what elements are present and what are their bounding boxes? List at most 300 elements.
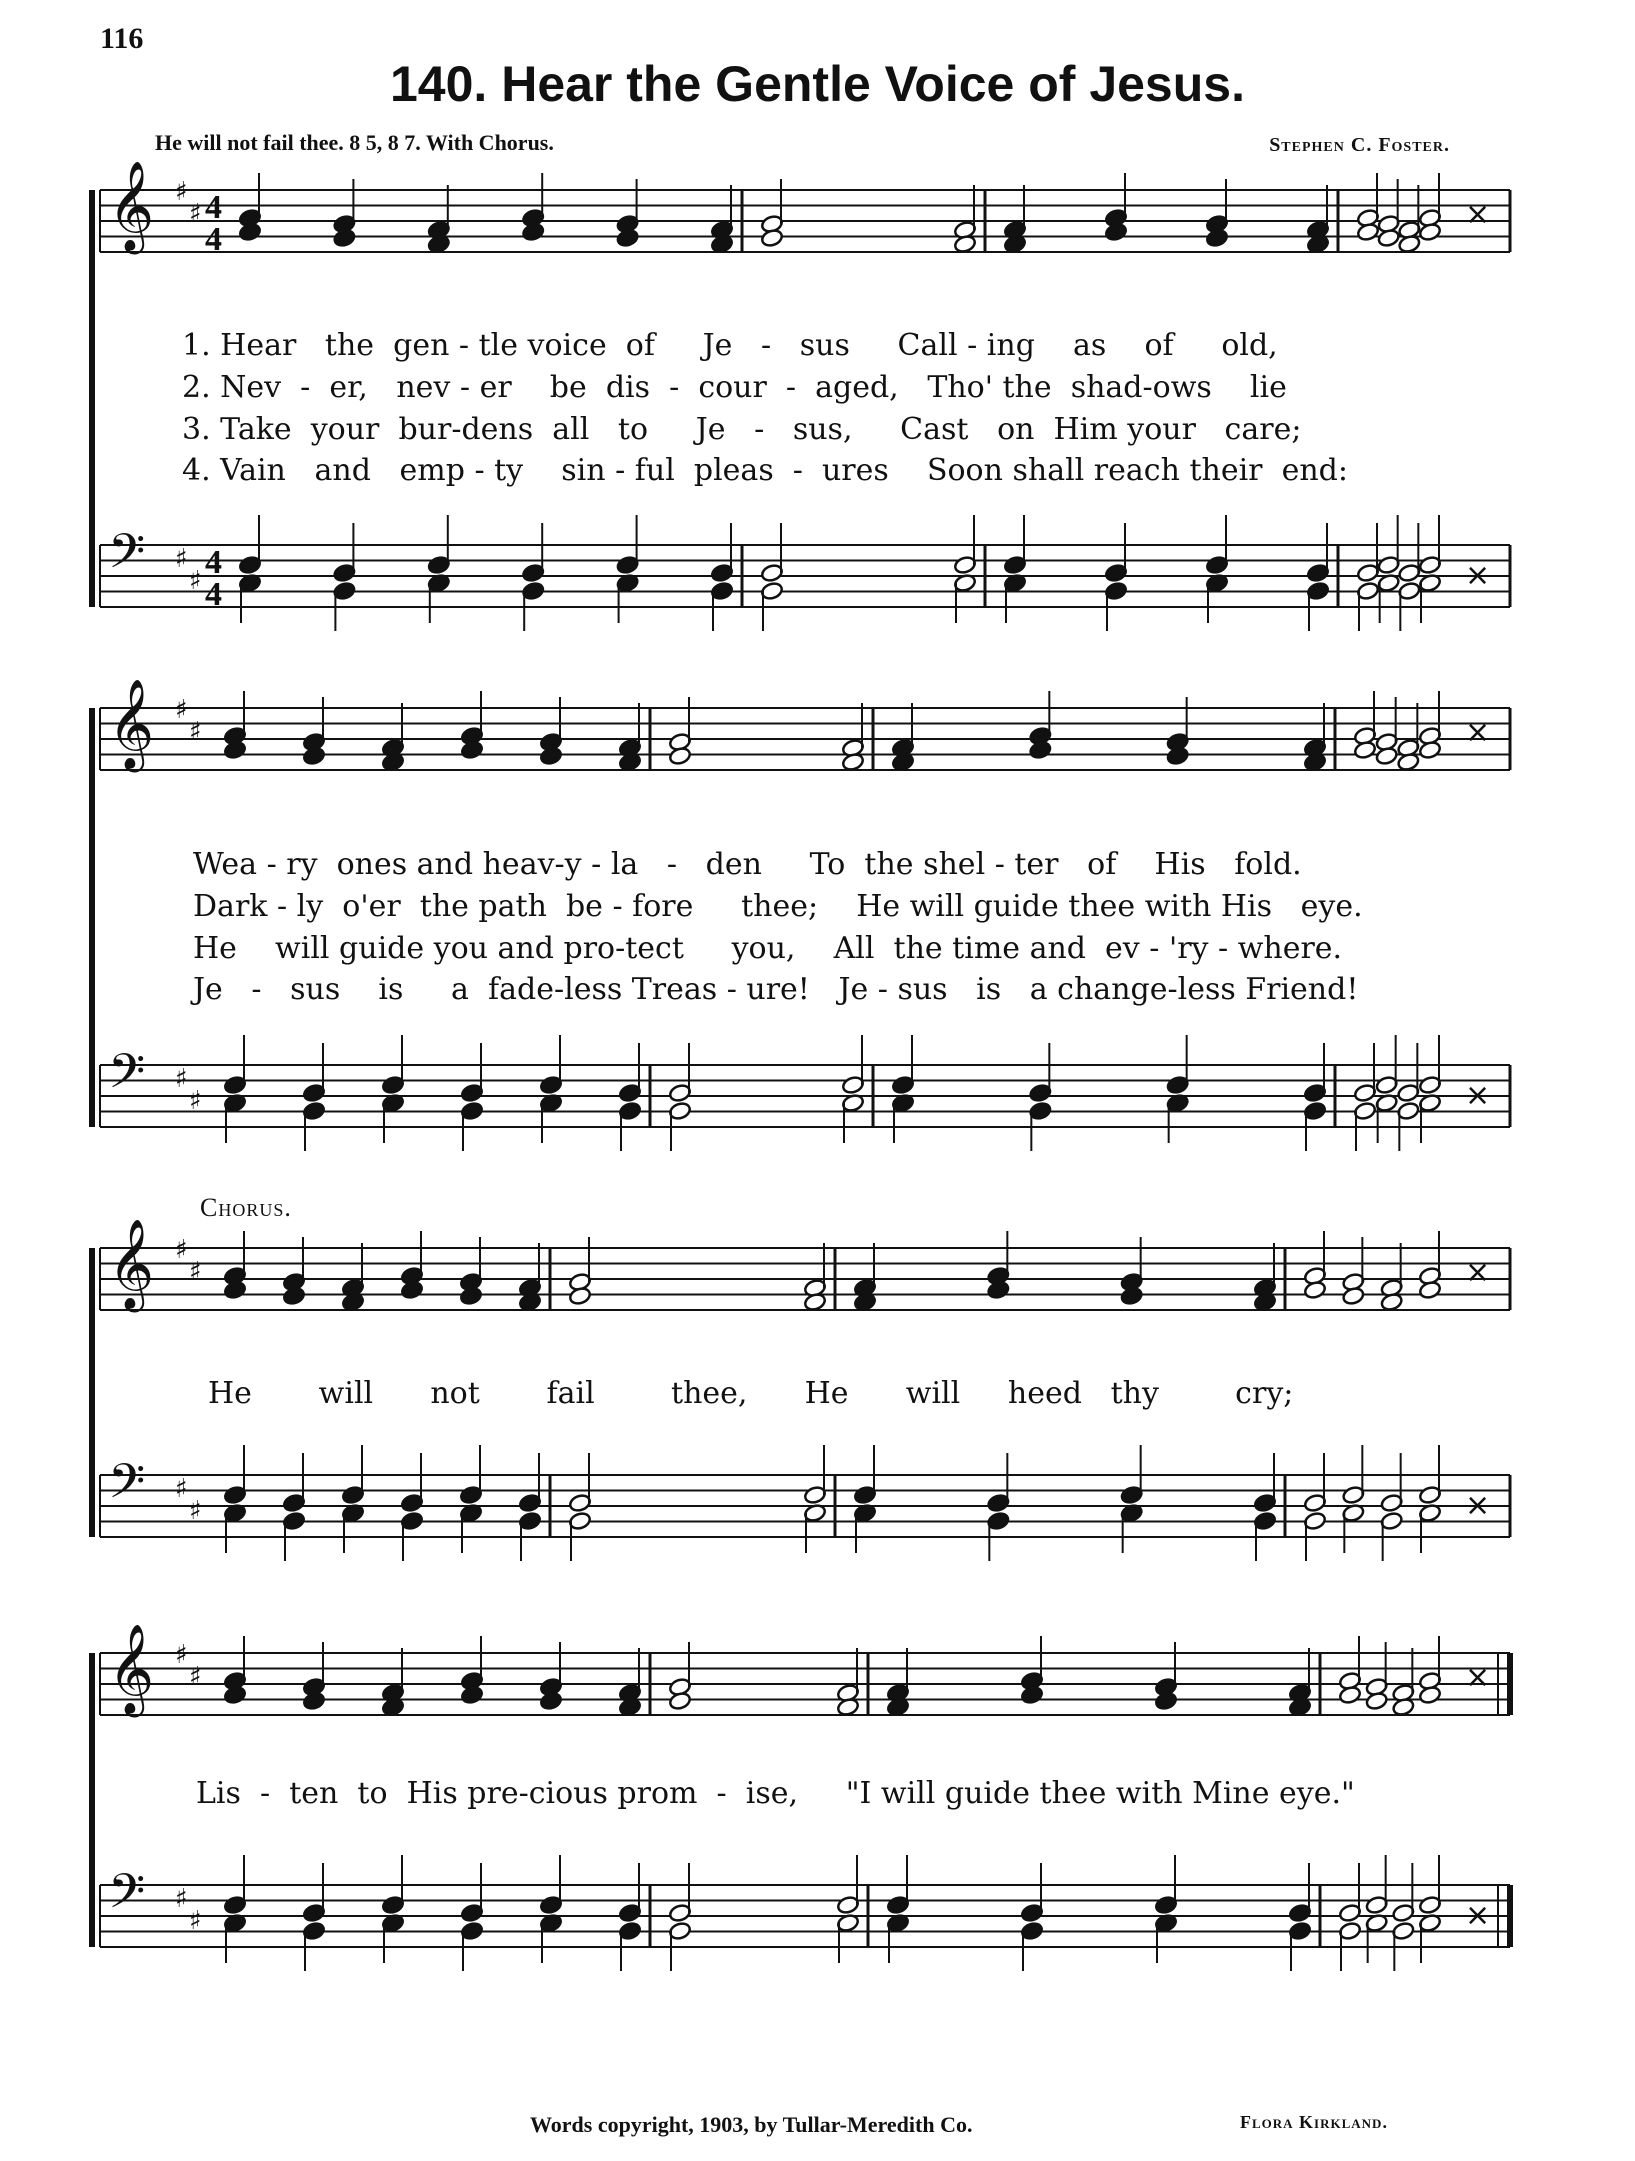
lyricist-credit: Flora Kirkland. — [1240, 2112, 1388, 2132]
lyric-line-verse-2: 2. Nev - er, nev - er be dis - cour - aged, Tho' the shad-ows lie — [182, 370, 1287, 405]
sharp-key-signature-icon: ♯ — [189, 1906, 202, 1936]
note-head — [853, 1485, 877, 1505]
note-head — [521, 208, 545, 228]
note-head — [223, 1485, 247, 1505]
note-head — [381, 1913, 405, 1933]
whole-rest-icon: × — [1465, 1255, 1491, 1290]
note-head — [460, 1101, 484, 1121]
note-head — [341, 1278, 365, 1298]
note-head — [891, 1075, 915, 1095]
lyric-line-verse-3: 3. Take your bur-dens all to Je - sus, Cast on Him your care; — [182, 412, 1302, 447]
sharp-key-signature-icon: ♯ — [189, 1257, 202, 1287]
note-head — [1377, 573, 1401, 593]
note-head — [400, 1493, 424, 1513]
note-head — [341, 1503, 365, 1523]
note-head — [302, 1691, 326, 1711]
note-head — [1342, 1286, 1366, 1306]
treble-clef-icon: 𝄞 — [108, 679, 155, 769]
note-head — [1418, 1895, 1442, 1915]
note-head — [518, 1292, 542, 1312]
note-head — [1392, 1921, 1416, 1941]
note-head — [618, 1101, 642, 1121]
note-head — [841, 1093, 865, 1113]
note-head — [1375, 732, 1399, 752]
note-head — [427, 573, 451, 593]
note-head — [1205, 555, 1229, 575]
note-head — [803, 1485, 827, 1505]
note-head — [1418, 222, 1442, 242]
note-head — [841, 1075, 865, 1095]
composer-credit: Stephen C. Foster. — [1269, 134, 1450, 156]
note-head — [1418, 1485, 1442, 1505]
note-head — [1338, 1903, 1362, 1923]
sharp-key-signature-icon: ♯ — [175, 1884, 188, 1914]
note-head — [836, 1683, 860, 1703]
note-head — [1353, 726, 1377, 746]
note-head — [568, 1272, 592, 1292]
whole-rest-icon: × — [1465, 197, 1491, 232]
note-head — [836, 1895, 860, 1915]
note-head — [1377, 228, 1401, 248]
note-head — [521, 581, 545, 601]
lyric-line-verse-2: Dark - ly o'er the path be - fore thee; He will guide thee with His eye. — [193, 889, 1363, 924]
note-head — [668, 1921, 692, 1941]
note-head — [1356, 222, 1380, 242]
lyric-line-verse-3: He will guide you and pro-tect you, All the time and ev - 'ry - where. — [193, 931, 1343, 966]
note-head — [1166, 1075, 1190, 1095]
note-head — [302, 1677, 326, 1697]
note-head — [618, 1697, 642, 1717]
note-head — [223, 1503, 247, 1523]
note-head — [460, 740, 484, 760]
note-head — [460, 1671, 484, 1691]
note-head — [381, 738, 405, 758]
note-head — [1029, 1101, 1053, 1121]
note-head — [460, 1685, 484, 1705]
note-head — [1303, 1493, 1327, 1513]
note-head — [568, 1286, 592, 1306]
note-head — [618, 738, 642, 758]
note-head — [1380, 1493, 1404, 1513]
note-head — [1353, 1083, 1377, 1103]
note-head — [953, 573, 977, 593]
note-head — [710, 220, 734, 240]
note-head — [618, 1683, 642, 1703]
note-head — [891, 738, 915, 758]
sharp-key-signature-icon: ♯ — [175, 1235, 188, 1265]
note-head — [668, 1101, 692, 1121]
note-head — [1288, 1921, 1312, 1941]
note-head — [1003, 573, 1027, 593]
note-head — [616, 555, 640, 575]
note-head — [1306, 563, 1330, 583]
note-head — [333, 214, 357, 234]
note-head — [1029, 1083, 1053, 1103]
note-head — [853, 1278, 877, 1298]
note-head — [1398, 563, 1422, 583]
note-head — [1120, 1286, 1144, 1306]
lyric-line-verse-4: 4. Vain and emp - ty sin - ful pleas - ures Soon shall reach their end: — [182, 453, 1348, 488]
note-head — [710, 581, 734, 601]
note-head — [987, 1511, 1011, 1531]
note-head — [518, 1493, 542, 1513]
note-head — [1303, 1083, 1327, 1103]
note-head — [302, 732, 326, 752]
note-head — [1365, 1691, 1389, 1711]
sharp-key-signature-icon: ♯ — [189, 566, 202, 596]
sharp-key-signature-icon: ♯ — [175, 695, 188, 725]
note-head — [1120, 1272, 1144, 1292]
note-head — [953, 234, 977, 254]
note-head — [282, 1493, 306, 1513]
note-head — [853, 1503, 877, 1523]
note-head — [1418, 1280, 1442, 1300]
note-head — [1166, 746, 1190, 766]
note-head — [460, 1903, 484, 1923]
note-head — [1418, 1671, 1442, 1691]
lyric-line-verse-1: Wea - ry ones and heav-y - la - den To the shel - ter of His fold. — [193, 847, 1302, 882]
note-head — [302, 746, 326, 766]
note-head — [1397, 752, 1421, 772]
note-head — [1365, 1895, 1389, 1915]
note-head — [427, 234, 451, 254]
note-head — [1306, 220, 1330, 240]
note-head — [1418, 208, 1442, 228]
note-head — [1029, 726, 1053, 746]
note-head — [381, 1093, 405, 1113]
note-head — [223, 1266, 247, 1286]
lyric-line-chorus-1: He will not fail thee, He will heed thy cry; — [208, 1376, 1294, 1411]
note-head — [1380, 1511, 1404, 1531]
note-head — [1166, 1093, 1190, 1113]
note-head — [459, 1286, 483, 1306]
note-head — [836, 1697, 860, 1717]
note-head — [987, 1266, 1011, 1286]
bass-clef-icon: 𝄢 — [108, 1453, 146, 1521]
note-head — [1154, 1913, 1178, 1933]
note-head — [760, 563, 784, 583]
note-head — [1104, 563, 1128, 583]
note-head — [760, 228, 784, 248]
note-head — [341, 1485, 365, 1505]
common-time-4-4-icon: 4 — [205, 576, 222, 613]
note-head — [987, 1493, 1011, 1513]
note-head — [223, 1280, 247, 1300]
note-head — [1253, 1493, 1277, 1513]
note-head — [1397, 1083, 1421, 1103]
note-head — [539, 1093, 563, 1113]
note-head — [539, 746, 563, 766]
note-head — [618, 752, 642, 772]
note-head — [1205, 214, 1229, 234]
note-head — [1154, 1895, 1178, 1915]
note-head — [803, 1292, 827, 1312]
note-head — [381, 1895, 405, 1915]
note-head — [238, 208, 262, 228]
note-head — [1104, 581, 1128, 601]
note-head — [238, 222, 262, 242]
note-head — [1418, 1093, 1442, 1113]
note-head — [521, 222, 545, 242]
note-head — [710, 563, 734, 583]
note-head — [282, 1511, 306, 1531]
note-head — [518, 1511, 542, 1531]
note-head — [1303, 1266, 1327, 1286]
note-head — [1398, 581, 1422, 601]
note-head — [1392, 1903, 1416, 1923]
note-head — [1120, 1503, 1144, 1523]
note-head — [668, 1083, 692, 1103]
page-number: 116 — [100, 22, 144, 55]
note-head — [1003, 234, 1027, 254]
note-head — [223, 1685, 247, 1705]
note-head — [1253, 1511, 1277, 1531]
note-head — [1303, 738, 1327, 758]
note-head — [1397, 738, 1421, 758]
whole-rest-icon: × — [1465, 558, 1491, 593]
note-head — [1353, 740, 1377, 760]
note-head — [618, 1083, 642, 1103]
note-head — [1020, 1903, 1044, 1923]
note-head — [1003, 220, 1027, 240]
note-head — [616, 573, 640, 593]
note-head — [1253, 1292, 1277, 1312]
note-head — [1253, 1278, 1277, 1298]
note-head — [1380, 1278, 1404, 1298]
lyric-line-verse-1: 1. Hear the gen - tle voice of Je - sus Call - ing as of old, — [182, 328, 1278, 363]
note-head — [302, 1101, 326, 1121]
sharp-key-signature-icon: ♯ — [175, 1640, 188, 1670]
note-head — [1288, 1903, 1312, 1923]
note-head — [400, 1266, 424, 1286]
note-head — [1418, 1266, 1442, 1286]
note-head — [539, 1895, 563, 1915]
note-head — [1353, 1101, 1377, 1121]
note-head — [1303, 1280, 1327, 1300]
note-head — [459, 1485, 483, 1505]
lyric-line-chorus-2: Lis - ten to His pre-cious prom - ise, "I will guide thee with Mine eye." — [196, 1776, 1355, 1811]
note-head — [886, 1895, 910, 1915]
note-head — [1356, 563, 1380, 583]
note-head — [891, 752, 915, 772]
note-head — [1120, 1485, 1144, 1505]
note-head — [400, 1280, 424, 1300]
note-head — [460, 1921, 484, 1941]
note-head — [539, 1913, 563, 1933]
sharp-key-signature-icon: ♯ — [175, 177, 188, 207]
note-head — [539, 732, 563, 752]
note-head — [1020, 1685, 1044, 1705]
note-head — [539, 1691, 563, 1711]
note-head — [1338, 1921, 1362, 1941]
note-head — [1154, 1691, 1178, 1711]
note-head — [1288, 1683, 1312, 1703]
note-head — [886, 1697, 910, 1717]
sharp-key-signature-icon: ♯ — [189, 717, 202, 747]
note-head — [381, 1075, 405, 1095]
common-time-4-4-icon: 4 — [205, 221, 222, 258]
note-head — [1418, 1685, 1442, 1705]
note-head — [803, 1503, 827, 1523]
hymn-title: 140. Hear the Gentle Voice of Jesus. — [390, 56, 1245, 112]
treble-clef-icon: 𝄞 — [108, 161, 155, 251]
note-head — [1338, 1685, 1362, 1705]
note-head — [1029, 740, 1053, 760]
note-head — [223, 1093, 247, 1113]
note-head — [618, 1903, 642, 1923]
note-head — [223, 726, 247, 746]
note-head — [333, 581, 357, 601]
note-head — [223, 740, 247, 760]
note-head — [381, 1683, 405, 1703]
note-head — [518, 1278, 542, 1298]
whole-rest-icon: × — [1465, 715, 1491, 750]
note-head — [760, 581, 784, 601]
note-head — [302, 1083, 326, 1103]
note-head — [1020, 1921, 1044, 1941]
note-head — [238, 573, 262, 593]
note-head — [618, 1921, 642, 1941]
whole-rest-icon: × — [1465, 1078, 1491, 1113]
note-head — [1338, 1671, 1362, 1691]
note-head — [1392, 1683, 1416, 1703]
note-head — [1342, 1272, 1366, 1292]
note-head — [953, 220, 977, 240]
note-head — [302, 1903, 326, 1923]
whole-rest-icon: × — [1465, 1898, 1491, 1933]
note-head — [282, 1272, 306, 1292]
note-head — [953, 555, 977, 575]
lyric-line-verse-4: Je - sus is a fade-less Treas - ure! Je - sus is a change-less Friend! — [193, 972, 1359, 1007]
whole-rest-icon: × — [1465, 1488, 1491, 1523]
note-head — [841, 752, 865, 772]
note-head — [1104, 208, 1128, 228]
note-head — [710, 234, 734, 254]
note-head — [223, 1075, 247, 1095]
chorus-label: Chorus. — [200, 1193, 292, 1222]
note-head — [1303, 1511, 1327, 1531]
hymn-meter-subtitle: He will not fail thee. 8 5, 8 7. With Chorus. — [155, 130, 554, 155]
treble-clef-icon: 𝄞 — [108, 1624, 155, 1714]
common-time-4-4-icon: 4 — [205, 189, 222, 226]
note-head — [1303, 752, 1327, 772]
note-head — [400, 1511, 424, 1531]
note-head — [853, 1292, 877, 1312]
note-head — [1398, 234, 1422, 254]
note-head — [1375, 1075, 1399, 1095]
note-head — [1392, 1697, 1416, 1717]
note-head — [1377, 214, 1401, 234]
bass-clef-icon: 𝄢 — [108, 523, 146, 591]
note-head — [668, 1903, 692, 1923]
note-head — [668, 1677, 692, 1697]
note-head — [381, 752, 405, 772]
note-head — [886, 1913, 910, 1933]
copyright-notice: Words copyright, 1903, by Tullar-Meredith Co. — [530, 2112, 973, 2137]
common-time-4-4-icon: 4 — [205, 544, 222, 581]
note-head — [1154, 1677, 1178, 1697]
note-head — [460, 726, 484, 746]
note-head — [341, 1292, 365, 1312]
note-head — [760, 214, 784, 234]
sharp-key-signature-icon: ♯ — [189, 1662, 202, 1692]
note-head — [1380, 1292, 1404, 1312]
sharp-key-signature-icon: ♯ — [189, 1496, 202, 1526]
note-head — [1288, 1697, 1312, 1717]
note-head — [1418, 555, 1442, 575]
note-head — [1418, 1075, 1442, 1095]
note-head — [1375, 746, 1399, 766]
note-head — [1003, 555, 1027, 575]
note-head — [223, 1913, 247, 1933]
note-head — [886, 1683, 910, 1703]
note-head — [1397, 1101, 1421, 1121]
note-head — [427, 555, 451, 575]
note-head — [1418, 573, 1442, 593]
note-head — [1020, 1671, 1044, 1691]
note-head — [568, 1493, 592, 1513]
note-head — [333, 228, 357, 248]
note-head — [668, 746, 692, 766]
sharp-key-signature-icon: ♯ — [175, 1474, 188, 1504]
note-head — [539, 1677, 563, 1697]
note-head — [1365, 1913, 1389, 1933]
note-head — [223, 1895, 247, 1915]
note-head — [1342, 1503, 1366, 1523]
note-head — [1205, 573, 1229, 593]
note-head — [238, 555, 262, 575]
note-head — [539, 1075, 563, 1095]
note-head — [836, 1913, 860, 1933]
note-head — [1418, 740, 1442, 760]
note-head — [1306, 581, 1330, 601]
note-head — [282, 1286, 306, 1306]
note-head — [1377, 555, 1401, 575]
sharp-key-signature-icon: ♯ — [175, 544, 188, 574]
note-head — [668, 1691, 692, 1711]
sharp-key-signature-icon: ♯ — [175, 1064, 188, 1094]
bass-clef-icon: 𝄢 — [108, 1863, 146, 1931]
note-head — [1418, 1913, 1442, 1933]
note-head — [803, 1278, 827, 1298]
note-head — [1166, 732, 1190, 752]
note-head — [1342, 1485, 1366, 1505]
note-head — [668, 732, 692, 752]
note-head — [568, 1511, 592, 1531]
note-head — [459, 1503, 483, 1523]
note-head — [1418, 1503, 1442, 1523]
note-head — [616, 214, 640, 234]
note-head — [1398, 220, 1422, 240]
note-head — [427, 220, 451, 240]
note-head — [521, 563, 545, 583]
note-head — [460, 1083, 484, 1103]
note-head — [1356, 581, 1380, 601]
note-head — [1365, 1677, 1389, 1697]
note-head — [223, 1671, 247, 1691]
sharp-key-signature-icon: ♯ — [189, 199, 202, 229]
note-head — [302, 1921, 326, 1941]
note-head — [891, 1093, 915, 1113]
note-head — [381, 1697, 405, 1717]
note-head — [841, 738, 865, 758]
note-head — [333, 563, 357, 583]
note-head — [459, 1272, 483, 1292]
note-head — [1375, 1093, 1399, 1113]
note-head — [1303, 1101, 1327, 1121]
whole-rest-icon: × — [1465, 1660, 1491, 1695]
note-head — [1356, 208, 1380, 228]
